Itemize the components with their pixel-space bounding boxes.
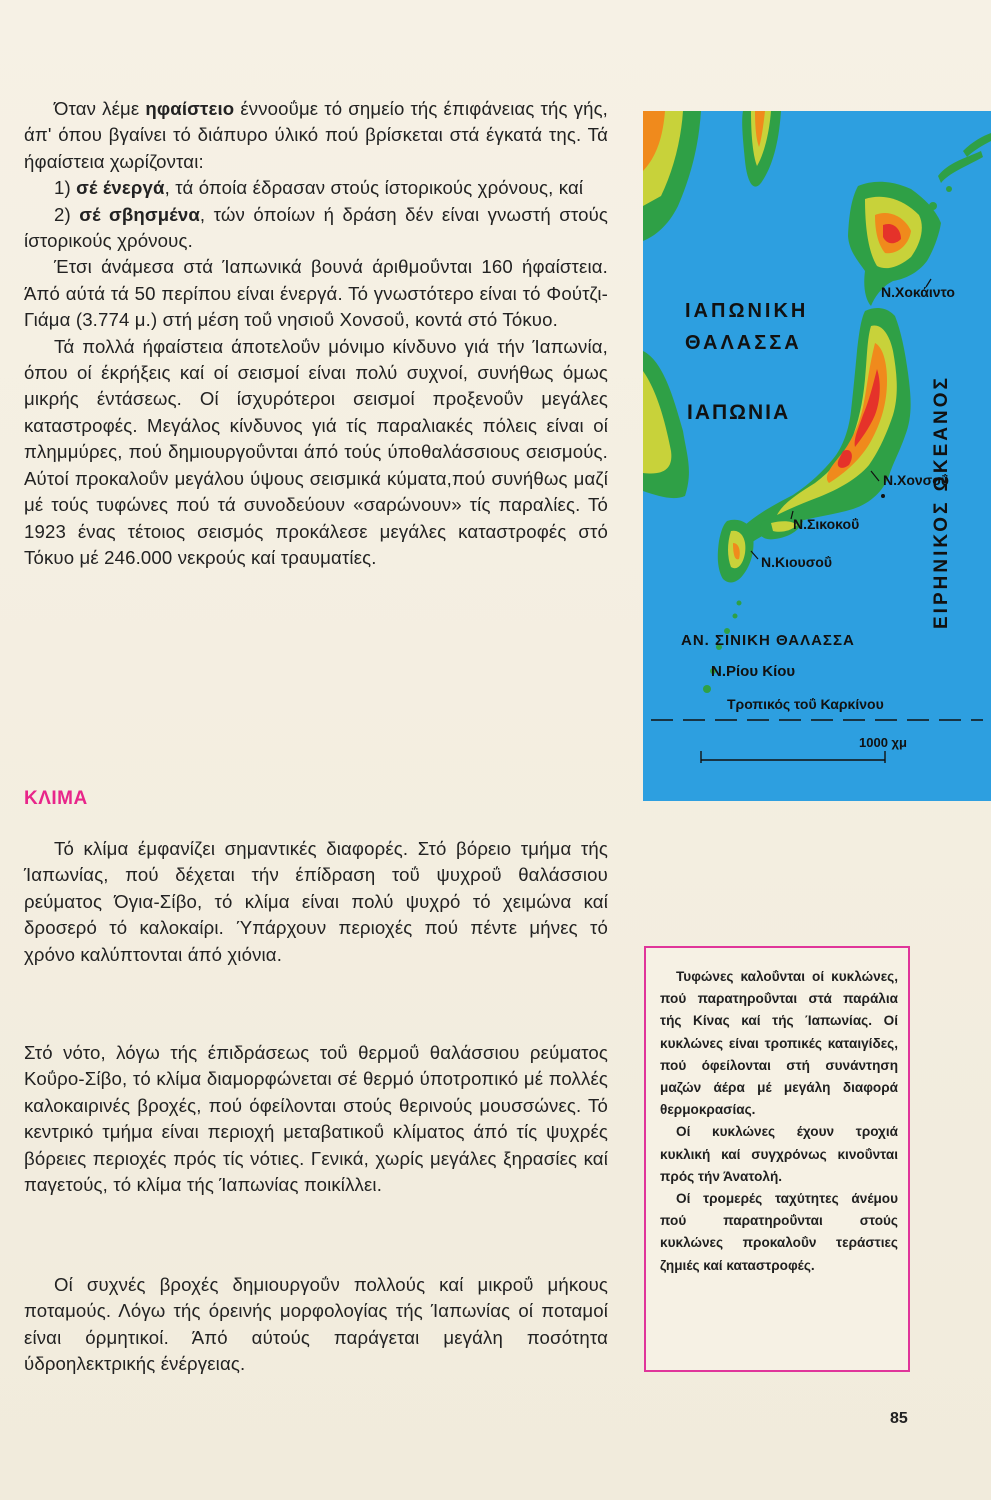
page-number: 85 bbox=[890, 1410, 908, 1427]
climate-paragraph-south: Στό νότο, λόγω τής έπιδράσεως τοΰ θερμοΰ θαλάσσιου ρεύματος Κοΰρο-Σίβο, τό κλίμα διαμορφώνεται σέ θερμό ύποτροπικό μέ πολλές καλοκαιρινές βροχές, πού όφείλονται στούς θερινούς μουσσώνες. Τό κεντρικό τμήμα είναι περιοχή μεταβατικοΰ κλίματος άπό τίς ψυχρές βόρειες περιοχές πρός τίς νότιες. Γενικά, χωρίς μεγάλες ξηρασίες καί παγετούς, τό κλίμα τής Ίαπωνίας ποικίλλει. bbox=[24, 1042, 608, 1196]
label-sea-of-japan-2: ΘΑΛΑΣΣΑ bbox=[685, 332, 802, 354]
infobox-paragraph-3: Οί τρομερές ταχύτητες άνέμου πού παρατηροΰνται στούς κυκλώνες προκαλοΰν τεράστιες ζημιές καί καταστροφές. bbox=[660, 1191, 898, 1273]
term-extinct: σέ σβησμένα bbox=[79, 203, 200, 225]
volcano-section bbox=[24, 96, 608, 571]
label-japan: ΙΑΠΩΝΙΑ bbox=[687, 401, 791, 424]
climate-paragraph-north: Τό κλίμα έμφανίζει σημαντικές διαφορές. Στό βόρειο τμήμα τής Ίαπωνίας, πού δέχεται τήν έπίδραση τοΰ ψυχροΰ θαλάσσιου ρεύματος Όγια-Σίβο, τό κλίμα είναι πολύ ψυχρό τό χειμώνα καί δροσερό τό καλοκαίρι. Ύπάρχουν περιοχές πού πέντε μήνες τό χρόνο καλύπτονται άπό χιόνια. bbox=[24, 838, 608, 965]
label-tropic-of-cancer: Τροπικός τοΰ Καρκίνου bbox=[727, 696, 884, 712]
japan-map bbox=[643, 111, 991, 801]
label-pacific-ocean: ΕΙΡΗΝΙΚΟΣ ΩΚΕΑΝΟΣ bbox=[931, 375, 952, 629]
infobox-paragraph-1: Τυφώνες καλοΰνται οί κυκλώνες, πού παρατηροΰνται στά παράλια τής Κίνας καί τής Ίαπωνίας. Οί κυκλώνες είναι τροπικές καταιγίδες, πού όφείλονται στή συνάντηση μαζών άέρα μέ μεγάλη διαφορά θερμοκρασίας. bbox=[660, 969, 898, 1118]
section-heading-climate: ΚΛΙΜΑ bbox=[24, 788, 88, 809]
paragraph-volcano-definition: Όταν λέμε ηφαίστειο έννοοΰμε τό σημείο τής έπιφάνειας τής γής, άπ' όπου βγαίνει τό διάπυρο ύλικό πού βρίσκεται στά έγκατά της. Τά ήφαίστεια χωρίζονται: bbox=[24, 98, 608, 172]
infobox-paragraph-2: Οί κυκλώνες έχουν τροχιά κυκλική καί συγχρόνως κινοΰνται πρός τήν Άνατολή. bbox=[660, 1124, 898, 1184]
label-honshu: Ν.Χονσοΰ bbox=[883, 472, 949, 488]
paragraph-active: 1) σέ ένεργά, τά όποία έδρασαν στούς ίστορικούς χρόνους, καί bbox=[54, 177, 584, 199]
label-sea-of-japan-1: ΙΑΠΩΝΙΚΗ bbox=[685, 300, 809, 322]
term-volcano: ηφαίστειο bbox=[145, 98, 235, 119]
infobox-text bbox=[660, 966, 898, 1277]
rivers-paragraph: Οί συχνές βροχές δημιουργοΰν πολλούς καί μικροΰ μήκους ποταμούς. Λόγω τής όρεινής μορφολογίας τής Ίαπωνίας οί ποταμοί είναι όρμητικοί. Άπό αύτούς παράγεται μεγάλη ποσότητα ύδροηλεκτρικής ένέργειας. bbox=[24, 1274, 608, 1375]
term-active: σέ ένεργά bbox=[76, 177, 165, 199]
typhoon-infobox bbox=[644, 946, 910, 1372]
paragraph-extinct: 2) σέ σβησμένα, τών όποίων ή δράση δέν είναι γνωστή στούς ίστορικούς χρόνους. bbox=[24, 203, 608, 252]
label-kyushu: Ν.Κιουσοΰ bbox=[761, 554, 832, 570]
paragraph-earthquakes: Τά πολλά ήφαίστεια άποτελοΰν μόνιμο κίνδυνο γιά τήν Ίαπωνία, όπου οί έκρήξεις καί οί σεισμοί είναι πολύ συχνοί, συνήθως όμως μικρής έντάσεως. Οί ίσχυρότεροι σεισμοί προξενοΰν μεγάλες καταστροφές. Μεγάλος κίνδυνος γιά τίς παραλιακές πόλεις είναι οί πλημμύρες, πού δημιουργοΰνται άπό τούς ύποθαλάσσιους σεισμούς. Αύτοί προκαλοΰν μεγάλου ύψους σεισμικά κύματα,πού συνήθως μαζί μέ τούς τυφώνες πού τά συνοδεύουν «σαρώνουν» τίς παραλίες. Τό 1923 ένας τέτοιος σεισμός προκάλεσε μεγάλες καταστροφές στό Τόκυο μέ 246.000 νεκρούς καί τραυματίες. bbox=[24, 335, 608, 568]
label-hokkaido: Ν.Χοκάιντο bbox=[881, 284, 955, 300]
label-scale: 1000 χμ bbox=[859, 735, 907, 750]
label-east-china-sea: ΑΝ. ΣΙΝΙΚΗ ΘΑΛΑΣΣΑ bbox=[681, 632, 855, 649]
label-shikoku: Ν.Σικοκοΰ bbox=[793, 516, 860, 532]
label-ryukyu: Ν.Ρίου Κίου bbox=[711, 663, 796, 680]
paragraph-volcano-count: Έτσι άνάμεσα στά Ίαπωνικά βουνά άριθμοΰνται 160 ήφαίστεια. Άπό αύτά τά 50 περίπου είναι ένεργά. Τό γνωστότερο είναι τό Φούτζι-Γιάμα (3.774 μ.) στή μέση τοΰ νησιοΰ Χονσοΰ, κοντά στό Τόκυο. bbox=[24, 256, 608, 331]
